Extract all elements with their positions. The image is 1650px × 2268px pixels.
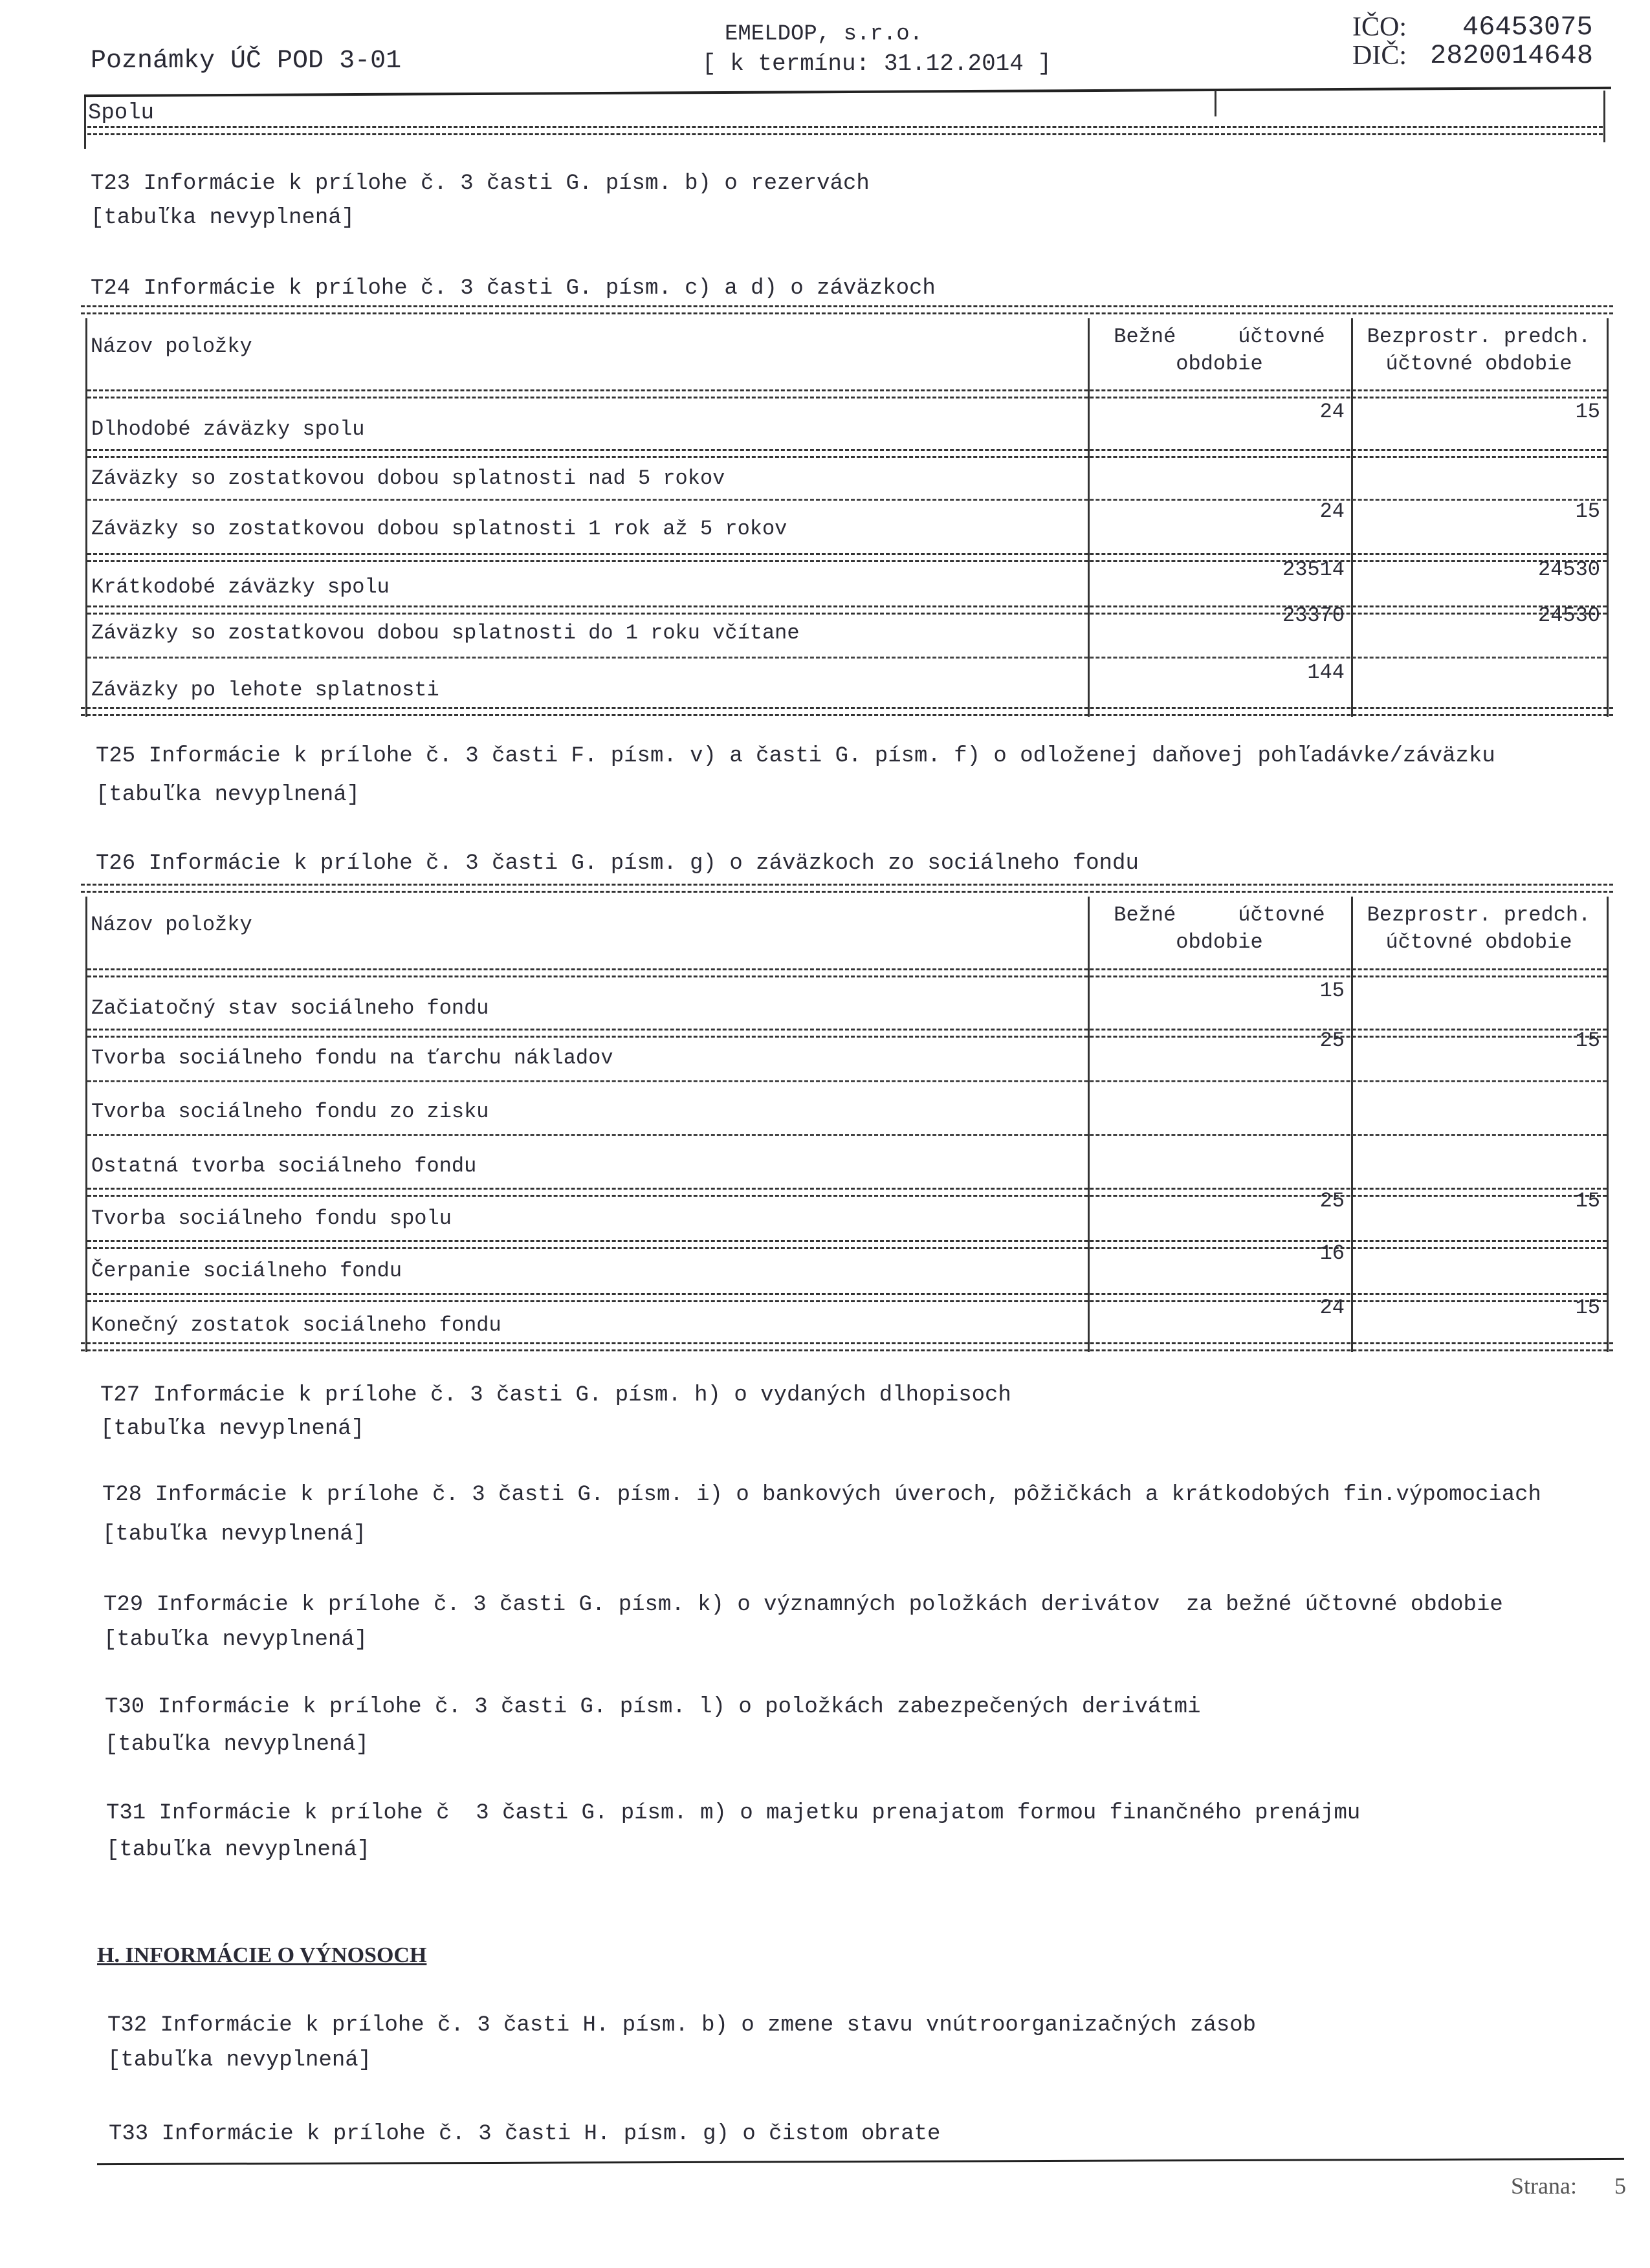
t27-title: T27 Informácie k prílohe č. 3 časti G. písm. h) o vydaných dlhopisoch (100, 1383, 1011, 1408)
table-cell-previous: 24530 (1537, 558, 1600, 582)
t25-title: T25 Informácie k prílohe č. 3 časti F. písm. v) a časti G. písm. f) o odloženej daňovej pohľadávke/záväzku (96, 744, 1495, 769)
table-cell-current: 25 (1319, 1029, 1345, 1052)
column-header-name: Názov položky (91, 913, 252, 937)
t29-empty-note: [tabuľka nevyplnená] (104, 1628, 368, 1652)
row-separator-double (87, 1240, 1607, 1249)
table-border (1607, 318, 1609, 717)
table-cell-previous: 15 (1575, 400, 1600, 424)
ico-value: 46453075 (1462, 12, 1593, 43)
column-divider (1351, 897, 1353, 1352)
table-bottom-border (81, 1342, 1613, 1351)
company-name: EMELDOP, s.r.o. (725, 22, 923, 47)
table-bottom-border (87, 126, 1603, 135)
document-title: Poznámky ÚČ POD 3-01 (91, 47, 402, 76)
t32-empty-note: [tabuľka nevyplnená] (107, 2048, 372, 2073)
table-cell-previous: 15 (1575, 1029, 1600, 1052)
table-cell-current: 15 (1319, 979, 1345, 1003)
page-label: Strana: (1511, 2173, 1577, 2199)
table-row-label: Konečný zostatok sociálneho fondu (91, 1313, 501, 1337)
footer-rule (97, 2158, 1624, 2165)
column-header-current-period: Bežné účtovné obdobie (1114, 903, 1325, 954)
table-cell-current: 144 (1307, 660, 1345, 684)
table-cell-current: 24 (1319, 1296, 1345, 1320)
table-top-border (81, 884, 1613, 893)
t25-empty-note: [tabuľka nevyplnená] (96, 783, 360, 807)
table-row-label: Dlhodobé záväzky spolu (91, 417, 365, 441)
table-border (1215, 91, 1216, 116)
column-header-previous-period: Bezprostr. predch. účtovné obdobie (1367, 325, 1591, 376)
table-row-label: Krátkodobé záväzky spolu (91, 575, 390, 599)
t24-title: T24 Informácie k prílohe č. 3 časti G. písm. c) a d) o záväzkoch (91, 276, 936, 301)
t28-title: T28 Informácie k prílohe č. 3 časti G. písm. i) o bankových úveroch, pôžičkách a krátkodobých fin.výpomociach (102, 1483, 1541, 1507)
t32-title: T32 Informácie k prílohe č. 3 časti H. písm. b) o zmene stavu vnútroorganizačných zásob (107, 2013, 1257, 2038)
t30-title: T30 Informácie k prílohe č. 3 časti G. písm. l) o položkách zabezpečených derivátmi (105, 1695, 1201, 1719)
table-row-label: Záväzky so zostatkovou dobou splatnosti nad 5 rokov (91, 466, 725, 490)
table-border (84, 97, 86, 149)
table-top-border (81, 305, 1613, 314)
dic-value: 2820014648 (1430, 40, 1594, 71)
table-cell-current: 23370 (1282, 604, 1345, 627)
table-cell-current: 23514 (1282, 558, 1345, 582)
ico-label: IČO: (1352, 12, 1407, 42)
t27-empty-note: [tabuľka nevyplnená] (100, 1417, 365, 1441)
table-cell-previous: 15 (1575, 499, 1600, 523)
table-row-label: Záväzky so zostatkovou dobou splatnosti do 1 roku včítane (91, 621, 800, 645)
header-separator (87, 389, 1607, 398)
table-bottom-border (81, 707, 1613, 716)
row-separator-dashed (87, 1134, 1607, 1136)
t26-title: T26 Informácie k prílohe č. 3 časti G. písm. g) o záväzkoch zo sociálneho fondu (96, 851, 1139, 876)
t23-empty-note: [tabuľka nevyplnená] (91, 206, 355, 230)
t23-title: T23 Informácie k prílohe č. 3 časti G. písm. b) o rezervách (91, 171, 870, 196)
table-row-label: Tvorba sociálneho fondu zo zisku (91, 1100, 489, 1124)
table-cell-current: 25 (1319, 1189, 1345, 1213)
t28-empty-note: [tabuľka nevyplnená] (102, 1522, 367, 1547)
spolu-row-label: Spolu (88, 101, 155, 125)
table-cell-previous: 24530 (1537, 604, 1600, 627)
row-separator-double (87, 449, 1607, 458)
table-row-label: Čerpanie sociálneho fondu (91, 1259, 402, 1283)
dic-label: DIČ: (1352, 41, 1407, 71)
column-divider (1088, 897, 1090, 1352)
table-border (1607, 897, 1609, 1352)
t33-title: T33 Informácie k prílohe č. 3 časti H. písm. g) o čistom obrate (109, 2122, 941, 2146)
t29-title: T29 Informácie k prílohe č. 3 časti G. písm. k) o významných položkách derivátov za bežné účtovné obdobie (104, 1593, 1503, 1617)
page-number: 5 (1614, 2173, 1626, 2199)
table-row-label: Tvorba sociálneho fondu na ťarchu nákladov (91, 1046, 613, 1070)
table-row-label: Začiatočný stav sociálneho fondu (91, 996, 489, 1020)
column-header-previous-period: Bezprostr. predch. účtovné obdobie (1367, 903, 1591, 954)
table-cell-current: 24 (1319, 499, 1345, 523)
header-separator (87, 968, 1607, 977)
t31-empty-note: [tabuľka nevyplnená] (106, 1838, 371, 1862)
t30-empty-note: [tabuľka nevyplnená] (105, 1732, 369, 1757)
table-row-label: Tvorba sociálneho fondu spolu (91, 1206, 452, 1230)
report-term: [ k termínu: 31.12.2014 ] (702, 50, 1052, 77)
table-cell-previous: 15 (1575, 1189, 1600, 1213)
table-cell-current: 16 (1319, 1241, 1345, 1265)
table-border (1603, 91, 1605, 142)
column-header-current-period: Bežné účtovné obdobie (1114, 325, 1325, 376)
table-row-label: Záväzky po lehote splatnosti (91, 678, 439, 702)
row-separator-dashed (87, 1080, 1607, 1082)
table-cell-current: 24 (1319, 400, 1345, 424)
t31-title: T31 Informácie k prílohe č 3 časti G. písm. m) o majetku prenajatom formou finančného prenájmu (106, 1801, 1361, 1826)
row-separator-dashed (87, 657, 1607, 659)
header-rule (84, 87, 1611, 97)
table-cell-previous: 15 (1575, 1296, 1600, 1320)
table-border (85, 897, 87, 1352)
section-h-heading: H. INFORMÁCIE O VÝNOSOCH (97, 1943, 427, 1967)
table-row-label: Záväzky so zostatkovou dobou splatnosti 1 rok až 5 rokov (91, 517, 787, 541)
column-header-name: Názov položky (91, 334, 252, 358)
table-row-label: Ostatná tvorba sociálneho fondu (91, 1154, 477, 1178)
